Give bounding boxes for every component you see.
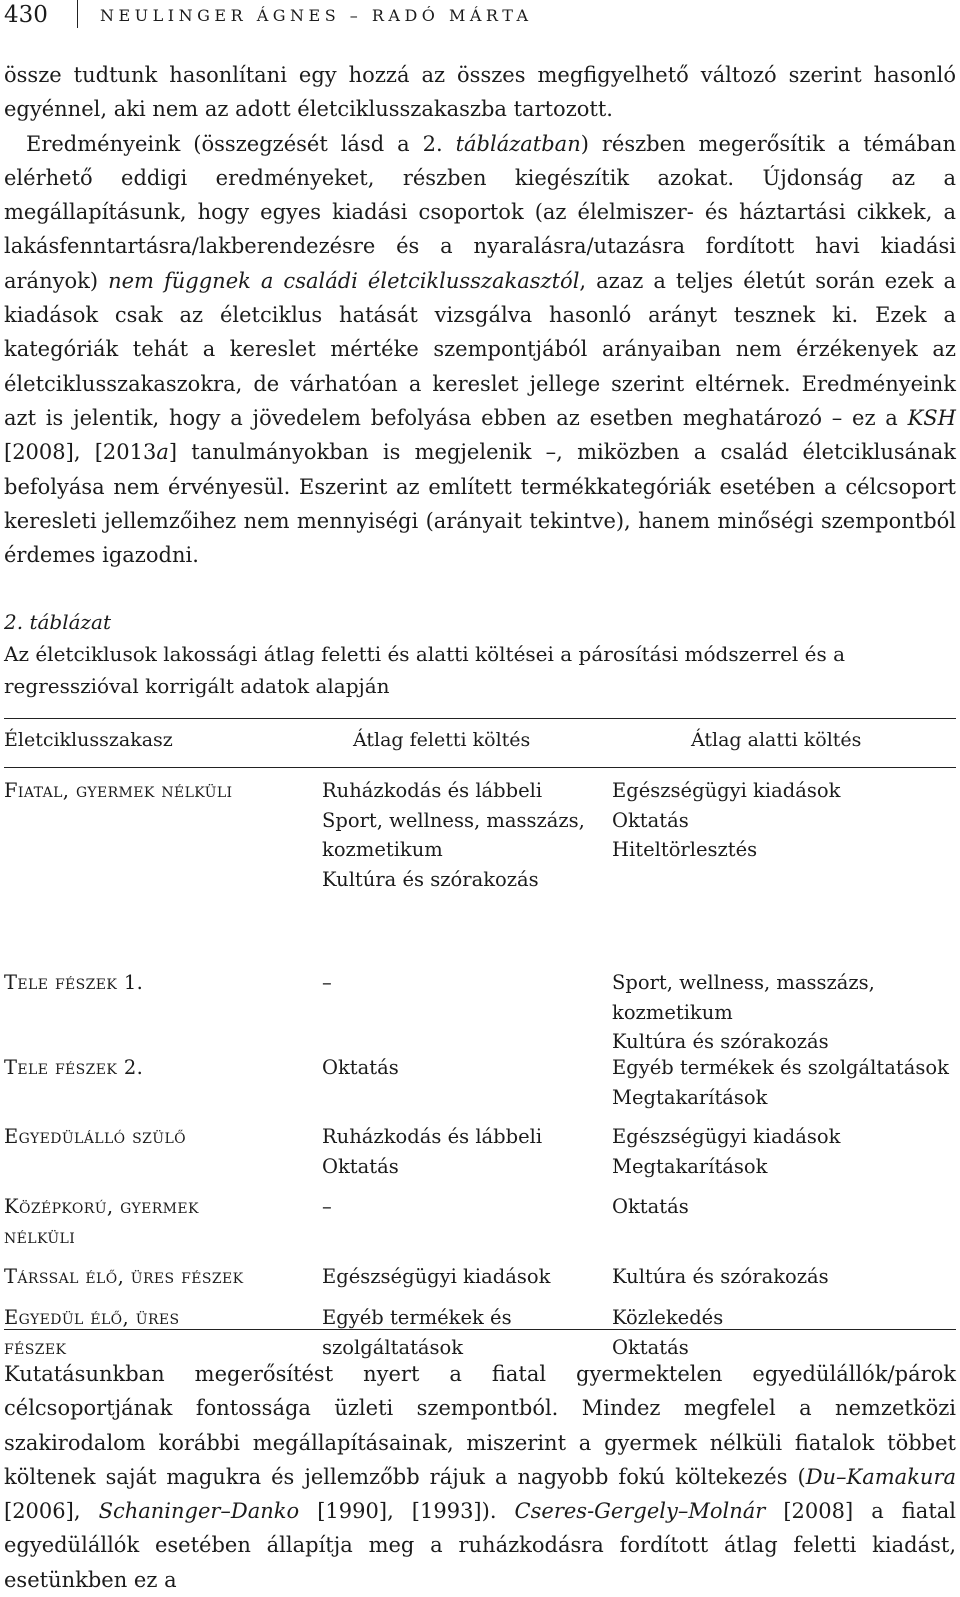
header-below-average: Átlag alatti költés: [691, 729, 862, 751]
header-stage: Életciklusszakasz: [4, 729, 173, 751]
header-divider: [77, 0, 78, 28]
cell-line: fészek: [4, 1335, 67, 1359]
cell-line: Egészségügyi kiadások: [612, 779, 841, 802]
text-run: [1990], [1993]).: [299, 1499, 515, 1524]
cell-line: kozmetikum: [612, 1000, 733, 1024]
stage-cell: [4, 1053, 304, 1083]
table-header-row: [4, 719, 956, 767]
below-average-cell: [612, 776, 956, 865]
above-average-cell: [322, 1262, 602, 1292]
body-paragraph-1: [4, 58, 956, 572]
running-head-authors: NEULINGER ÁGNES – RADÓ MÁRTA: [100, 6, 533, 25]
below-average-cell: [612, 1053, 956, 1112]
citation-author: Du–Kamakura: [805, 1464, 956, 1489]
cell-line: Oktatás: [612, 1195, 689, 1218]
cell-line: kozmetikum: [322, 838, 443, 861]
cell-line: –: [322, 971, 332, 994]
text-run: Kutatásunkban megerősítést nyert a fiatal gyermektelen egyedülállók/párok célcsoportjának fontossága üzleti szempontból. Mindez megfelel a nemzetközi szakirodalom korábbi megállapításainak, miszerint a gyermek nélküli fiatalok többet költenek saját magukra és jellemzőbb rájuk a nagyobb fokú költekezés (: [4, 1362, 956, 1489]
cell-line: Egészségügyi kiadások: [322, 1265, 551, 1288]
cell-line: Ruházkodás és lábbeli: [322, 779, 543, 802]
cell-line: Egészségügyi kiadások: [612, 1125, 841, 1148]
cell-line: Oktatás: [322, 1154, 399, 1178]
stage-cell: [4, 1303, 304, 1362]
cell-line: Megtakarítások: [612, 1154, 768, 1178]
above-average-cell: [322, 968, 602, 998]
cell-line: szolgáltatások: [322, 1335, 464, 1359]
below-average-cell: [612, 968, 956, 1057]
cell-line: Egyedül élő, üres: [4, 1306, 180, 1329]
cell-line: Fiatal, gyermek nélküli: [4, 779, 233, 802]
table-label: 2. táblázat: [4, 610, 112, 634]
citation-author: Schaninger–Danko: [98, 1499, 300, 1524]
cell-line: Kultúra és szórakozás: [322, 867, 539, 891]
cell-line: Oktatás: [322, 1056, 399, 1079]
stage-cell: [4, 1192, 304, 1251]
cell-line: Kultúra és szórakozás: [612, 1030, 829, 1053]
above-average-cell: [322, 1192, 602, 1222]
stage-cell: [4, 776, 304, 806]
body-paragraph-2: [4, 1357, 956, 1597]
table-body: [4, 768, 956, 1359]
below-average-cell: [612, 1303, 956, 1362]
cell-line: Egyéb termékek és: [322, 1306, 512, 1329]
header-above-average: Átlag feletti költés: [353, 729, 531, 751]
cell-line: Tele fészek 1.: [4, 971, 144, 994]
citation-author: Cseres-Gergely–Molnár: [514, 1499, 766, 1524]
data-table: [4, 718, 956, 1359]
text-run: [2008] a fiatal egyedülállók esetében állapítja meg a ruházkodásra fordított átlag feletti kiadást, esetünkben ez a: [4, 1499, 956, 1592]
stage-cell: [4, 1262, 304, 1292]
table-reference: táblázatban: [455, 131, 581, 156]
running-header: [0, 0, 960, 36]
emphasis-text: nem függnek a családi életciklusszakasztól: [108, 268, 580, 293]
stage-cell: [4, 968, 304, 998]
cell-line: Egyéb termékek és szolgáltatások: [612, 1056, 949, 1079]
text-run: Eredményeink (összegzését lásd a 2.: [26, 131, 456, 156]
below-average-cell: [612, 1262, 956, 1292]
cell-line: Társsal élő, üres fészek: [4, 1265, 244, 1288]
below-average-cell: [612, 1192, 956, 1222]
cell-line: Hiteltörlesztés: [612, 838, 758, 861]
cell-line: Közlekedés: [612, 1306, 724, 1329]
table-bottom-rule: [4, 1329, 956, 1330]
below-average-cell: [612, 1122, 956, 1181]
cell-line: nélküli: [4, 1224, 76, 1248]
cell-line: Oktatás: [612, 808, 689, 832]
cell-line: Ruházkodás és lábbeli: [322, 1125, 543, 1148]
above-average-cell: [322, 776, 602, 894]
text-run: [2006],: [4, 1499, 99, 1524]
paragraph-conclusion: [4, 1357, 956, 1597]
text-run: ) részben megerősítik a témában elérhető eddigi eredményeket, részben kiegészítik azokat. Újdonság az a megállapításunk, hogy egyes kiadási csoportok (az élelmiszer- és háztartási cikkek, a lakásfenntartásra/lakberendezésre és a nyaralásra/utazásra fordított havi kiadási arányok): [4, 131, 956, 293]
text-run: , azaz a teljes életút során ezek a kiadások csak az életciklus hatását vizsgálva hasonló arányt tesznek ki. Ezek a kategóriák tehát a kereslet mértéke szempontjából arányaiban nem érzékenyek az életciklusszakaszokra, de várhatóan a kereslet jellege szerint eltérnek. Eredményeink azt is jelentik, hogy a jövedelem befolyása ebben az esetben meghatározó – ez a: [4, 268, 956, 430]
text-run: [2008], [2013: [4, 440, 157, 465]
page-number: 430: [4, 2, 48, 28]
above-average-cell: [322, 1122, 602, 1181]
above-average-cell: [322, 1053, 602, 1083]
paragraph-results: [4, 127, 956, 573]
text-run: ] tanulmányokban is megjelenik –, miközben a család életciklusának befolyása nem érvényesül. Eszerint az említett termékkategóriák esetében a célcsoport keresleti jellemzőihez nem mennyiségi (arányait tekintve), hanem minőségi szempontból érdemes igazodni.: [4, 440, 956, 568]
cell-line: Megtakarítások: [612, 1085, 768, 1109]
table-caption: [4, 606, 956, 702]
cell-line: Egyedülálló szülő: [4, 1125, 187, 1148]
cell-line: Középkorú, gyermek: [4, 1195, 199, 1218]
paragraph-continuation: össze tudtunk hasonlítani egy hozzá az összes megfigyelhető változó szerint hasonló egyénnel, aki nem az adott életciklusszakaszba tartozott.: [4, 63, 956, 122]
cell-line: Sport, wellness, masszázs,: [612, 971, 875, 994]
cell-line: Kultúra és szórakozás: [612, 1265, 829, 1288]
cell-line: Oktatás: [612, 1335, 689, 1359]
cell-line: Tele fészek 2.: [4, 1056, 144, 1079]
citation-suffix: a: [156, 440, 169, 465]
above-average-cell: [322, 1303, 602, 1362]
stage-cell: [4, 1122, 304, 1152]
cell-line: –: [322, 1195, 332, 1218]
citation-author: KSH: [907, 405, 956, 430]
table-title: Az életciklusok lakossági átlag feletti és alatti költései a párosítási módszerrel és a regresszióval korrigált adatok alapján: [4, 642, 846, 698]
cell-line: Sport, wellness, masszázs,: [322, 808, 585, 832]
